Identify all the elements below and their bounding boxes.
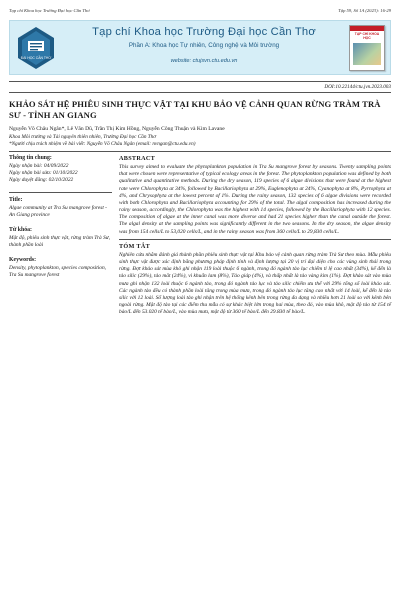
english-title-heading: Title:: [9, 197, 23, 203]
tomtat-heading: TÓM TẮT: [119, 242, 151, 250]
english-title: Algae community at Tra Su mangrove forest - An Giang province: [9, 205, 107, 218]
date-accepted: Ngày duyệt đăng: 02/10/2022: [9, 177, 74, 183]
journal-banner: [9, 20, 391, 75]
english-keywords-heading: Keywords:: [9, 257, 37, 263]
date-received: Ngày nhận bài: 04/09/2022: [9, 163, 69, 169]
general-info: [9, 155, 112, 184]
logo-text: ĐẠI HỌC CẦN THƠ: [20, 56, 52, 60]
running-header-issue: Tập 59, Số 1A (2023): 16-29: [338, 8, 391, 13]
banner-text: [66, 25, 342, 70]
english-keywords: Density, phytoplankton, species composition, Tra Su mangrove forest: [9, 265, 107, 278]
article-authors: Nguyễn Võ Châu Ngân*, Lê Văn Dũ, Trần Thị Kim Hồng, Nguyễn Công Thuận và Kim Lavane: [9, 126, 225, 132]
divider: [9, 151, 391, 152]
article-info-column: [9, 155, 112, 287]
divider: [9, 81, 391, 82]
abstract-heading: ABSTRACT: [119, 155, 156, 162]
journal-website: website: ctujsvn.ctu.edu.vn: [170, 58, 238, 64]
journal-title: Tạp chí Khoa học Trường Đại học Cần Thơ: [92, 26, 316, 38]
abstract-column: [119, 155, 391, 316]
vietnamese-keywords-heading: Từ khóa:: [9, 227, 32, 233]
divider: [9, 92, 391, 93]
divider: [9, 192, 112, 193]
university-logo-icon: [16, 26, 56, 70]
doi: DOI:10.22144/ctu.jvn.2023.003: [324, 84, 391, 90]
journal-cover-image: [349, 25, 385, 71]
date-revised: Ngày nhận bài sửa: 01/10/2022: [9, 170, 78, 176]
running-header-journal: Tạp chí Khoa học Trường Đại học Cần Thơ: [9, 8, 90, 13]
journal-part: Phần A: Khoa học Tự nhiên, Công nghệ và Môi trường: [128, 42, 280, 49]
cover-title: TẠP CHÍ KHOA HỌC: [354, 32, 380, 40]
abstract-text: This survey aimed to evaluate the phytoplankton population in Tra Su mangrove forest by seasons. Twenty sampling points that were chosen were representative of typical ecology areas in the forest. The phytoplankton population was defined by both qualitative and quantitative methods. During the dry season, 119 species of 6 algae divisions that were found at the highest rate were Chlorophyta at 34%, followed by Bacillariophyta at 29%, Euglenophyta at 24%, Cyanophyta at 8%, Pyrrophyta at 4%, and Chrysophyta at the lowest percent of 1%. During the rainy season, 132 species of 6 algae divisions were recorded with both Chlorophyta and Bacillariophyta accounting for 29% of the total. The algal composition has increased during the rainy season, accordingly, the Chlorophyta was the highest with 14 species, followed by the Bacillariophyta with 12 species. The composition of algae at the inner canal was more diverse and had 21 species higher than the canal outside the forest. The algal density at the sampling points was significantly different in the two seasons. In the dry season, the algae density was from 154 cells/L to 53,020 cells/L, and in the rainy season was from 360 cells/L to 29,830 cells/L.: [119, 164, 391, 235]
tomtat-text: Nghiên cứu nhằm đánh giá thành phần phiêu sinh thực vật tại Khu bảo vệ cảnh quan rừng tràm Trà Sư theo mùa. Mẫu phiêu sinh thực vật được xác định bằng phương pháp định tính và định lượng tại 20 vị trí đại diện cho các vùng sinh thái trong rừng. Đợt khảo sát mùa khô ghi nhận 119 loài thuộc 6 ngành, trong đó ngành tảo lục chiếm tỉ lệ cao nhất (34%), kế đến là tảo silic (29%), tảo mắt (24%), vi khuẩn lam (8%), Tảo giáp (4%), và thấp nhất là tảo vàng kim (1%). Đợt khảo sát vào mùa mưa ghi nhận 132 loài thuộc 6 ngành tảo, trong đó ngành tảo lục và tảo silic chiếm ưu thế với 29% tổng số loài khảo sát. Các ngành tảo đều có thành phần loài tăng trong mùa mưa, trong đó ngành tảo lục tăng cao nhất với 14 loài, kế đến là tảo silic với 12 loài. Số lượng loài tảo ghi nhận trên hệ thống kênh bên trong rừng đa dạng và nhiều hơn 21 loài so với kênh bên ngoài rừng. Mật độ tảo tại các điểm thu mẫu có sự khác biệt lớn trong hai mùa, theo đó, vào mùa khô, mật độ tảo từ 154 tế bào/L đến 53.020 tế bào/L, vào mùa mưa, mật độ từ 360 tế bào/L đến 29.830 tế bào/L.: [119, 251, 391, 316]
running-header: [9, 8, 391, 18]
article-title: KHẢO SÁT HỆ PHIÊU SINH THỰC VẬT TẠI KHU BẢO VỆ CẢNH QUAN RỪNG TRÀM TRÀ SƯ - TỈNH AN GIANG: [9, 99, 381, 120]
vietnamese-keywords: Mật độ, phiêu sinh thực vật, rừng tràm Trà Sư, thành phần loài: [9, 235, 111, 248]
general-info-heading: Thông tin chung:: [9, 155, 52, 161]
article-affiliation: Khoa Môi trường và Tài nguyên thiên nhiên, Trường Đại học Cần Thơ: [9, 134, 156, 140]
divider: [119, 239, 391, 240]
corresponding-author: *Người chịu trách nhiệm về bài viết: Nguyễn Võ Châu Ngân (email: nvngan@ctu.edu.vn): [9, 141, 196, 147]
vietnamese-keywords-block: [9, 227, 112, 249]
english-keywords-block: [9, 257, 112, 279]
english-title-block: [9, 197, 112, 219]
